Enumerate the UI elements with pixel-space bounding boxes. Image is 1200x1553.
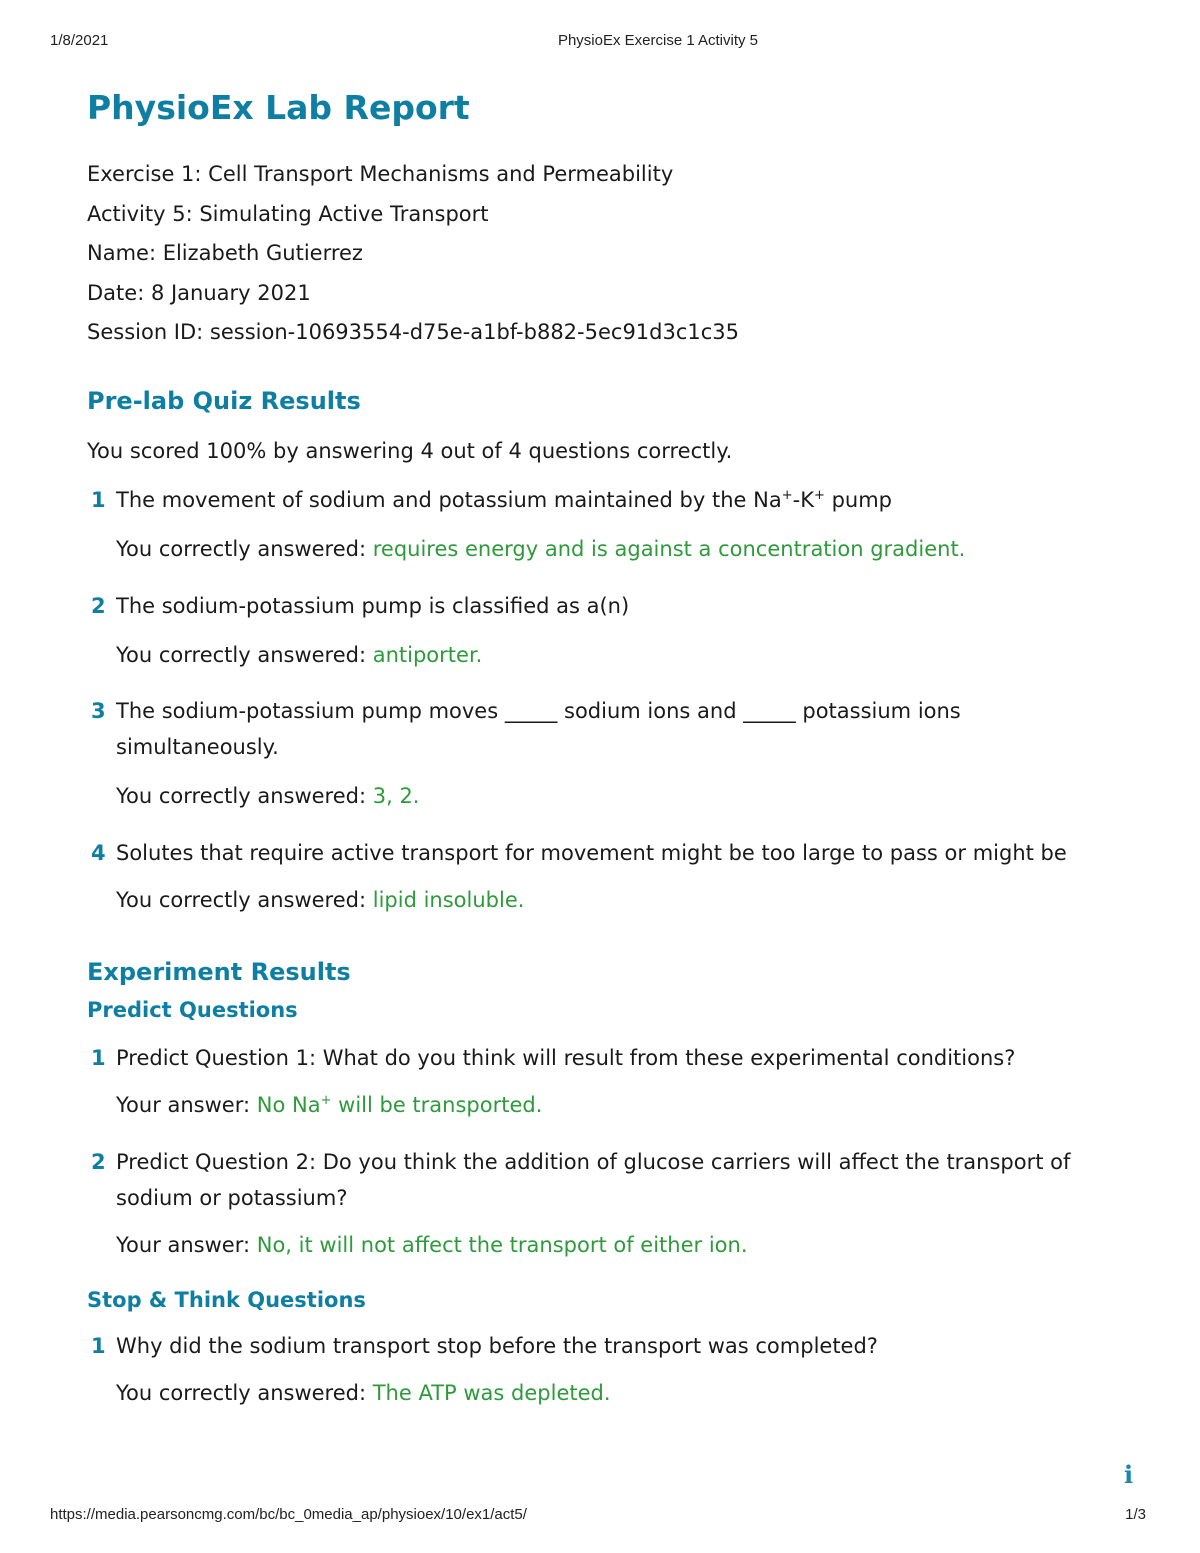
- question-text: Predict Question 2: Do you think the addition of glucose carriers will affect the transport of sodium or potassium?: [116, 1149, 1071, 1210]
- answer-prefix: You correctly answered:: [116, 1380, 373, 1405]
- report-meta: [87, 155, 1127, 353]
- print-footer: [0, 1506, 1200, 1526]
- answer-prefix: You correctly answered:: [116, 536, 373, 561]
- question-number: 1: [91, 1045, 106, 1070]
- answer-text: antiporter.: [372, 642, 483, 667]
- prelab-score: You scored 100% by answering 4 out of 4 questions correctly.: [87, 438, 733, 463]
- answer: [87, 1230, 1127, 1260]
- answer-prefix: Your answer:: [116, 1092, 257, 1117]
- answer-prefix: Your answer:: [116, 1232, 257, 1257]
- answer: [87, 640, 1127, 670]
- answer-text: No, it will not affect the transport of either ion.: [256, 1232, 748, 1257]
- prelab-question: [87, 835, 1127, 915]
- question-number: 2: [91, 1149, 106, 1174]
- answer: [87, 534, 1127, 564]
- name-line: Name: Elizabeth Gutierrez: [87, 241, 363, 265]
- prelab-question: [87, 482, 1127, 564]
- predict-question: [87, 1144, 1127, 1260]
- exercise-line: Exercise 1: Cell Transport Mechanisms and Permeability: [87, 162, 674, 186]
- page-number: 1/3: [1125, 1506, 1146, 1523]
- date-line: Date: 8 January 2021: [87, 280, 311, 305]
- answer-text: lipid insoluble.: [372, 887, 525, 912]
- question-number: 3: [91, 698, 106, 723]
- answer-prefix: You correctly answered:: [116, 887, 373, 912]
- answer-prefix: You correctly answered:: [116, 783, 373, 808]
- question-number: 1: [91, 1333, 106, 1358]
- answer: [87, 1378, 1127, 1408]
- page-url: https://media.pearsoncmg.com/bc/bc_0media_ap/physioex/10/ex1/act5/: [50, 1506, 527, 1523]
- question-number: 1: [91, 487, 106, 512]
- stop-think-question: [87, 1328, 1127, 1408]
- answer: [87, 781, 1127, 811]
- question-text: Predict Question 1: What do you think will result from these experimental conditions?: [116, 1045, 1016, 1070]
- question-number: 2: [91, 593, 106, 618]
- prelab-question: [87, 588, 1127, 670]
- answer-text: No Na+ will be transported.: [256, 1092, 543, 1117]
- lab-report: [87, 86, 1127, 1408]
- answer: [87, 1090, 1127, 1120]
- question-text: The movement of sodium and potassium maintained by the Na+-K+ pump: [116, 487, 892, 512]
- question-text: The sodium-potassium pump is classified as a(n): [116, 593, 630, 618]
- print-date: 1/8/2021: [50, 32, 109, 49]
- answer-text: 3, 2.: [372, 783, 420, 808]
- stop-think-heading: Stop & Think Questions: [87, 1287, 366, 1312]
- question-number: 4: [91, 840, 106, 865]
- question-text: Solutes that require active transport for movement might be too large to pass or might be: [116, 840, 1067, 865]
- answer-text: The ATP was depleted.: [372, 1380, 611, 1405]
- prelab-question: [87, 693, 1127, 811]
- answer-prefix: You correctly answered:: [116, 642, 373, 667]
- question-text: The sodium-potassium pump moves _____ sodium ions and _____ potassium ions simultaneously.: [116, 698, 961, 759]
- prelab-heading: Pre-lab Quiz Results: [87, 386, 361, 415]
- report-title: PhysioEx Lab Report: [87, 88, 470, 127]
- question-text: Why did the sodium transport stop before the transport was completed?: [116, 1333, 878, 1358]
- info-icon[interactable]: i: [1124, 1460, 1134, 1489]
- experiment-heading: Experiment Results: [87, 957, 351, 986]
- print-title: PhysioEx Exercise 1 Activity 5: [557, 32, 759, 49]
- predict-question: [87, 1040, 1127, 1120]
- answer-text: requires energy and is against a concentration gradient.: [372, 536, 966, 561]
- activity-line: Activity 5: Simulating Active Transport: [87, 201, 489, 226]
- predict-heading: Predict Questions: [87, 997, 298, 1022]
- answer: [87, 885, 1127, 915]
- session-id-line: Session ID: session-10693554-d75e-a1bf-b882-5ec91d3c1c35: [87, 320, 740, 344]
- print-header: [0, 32, 1200, 52]
